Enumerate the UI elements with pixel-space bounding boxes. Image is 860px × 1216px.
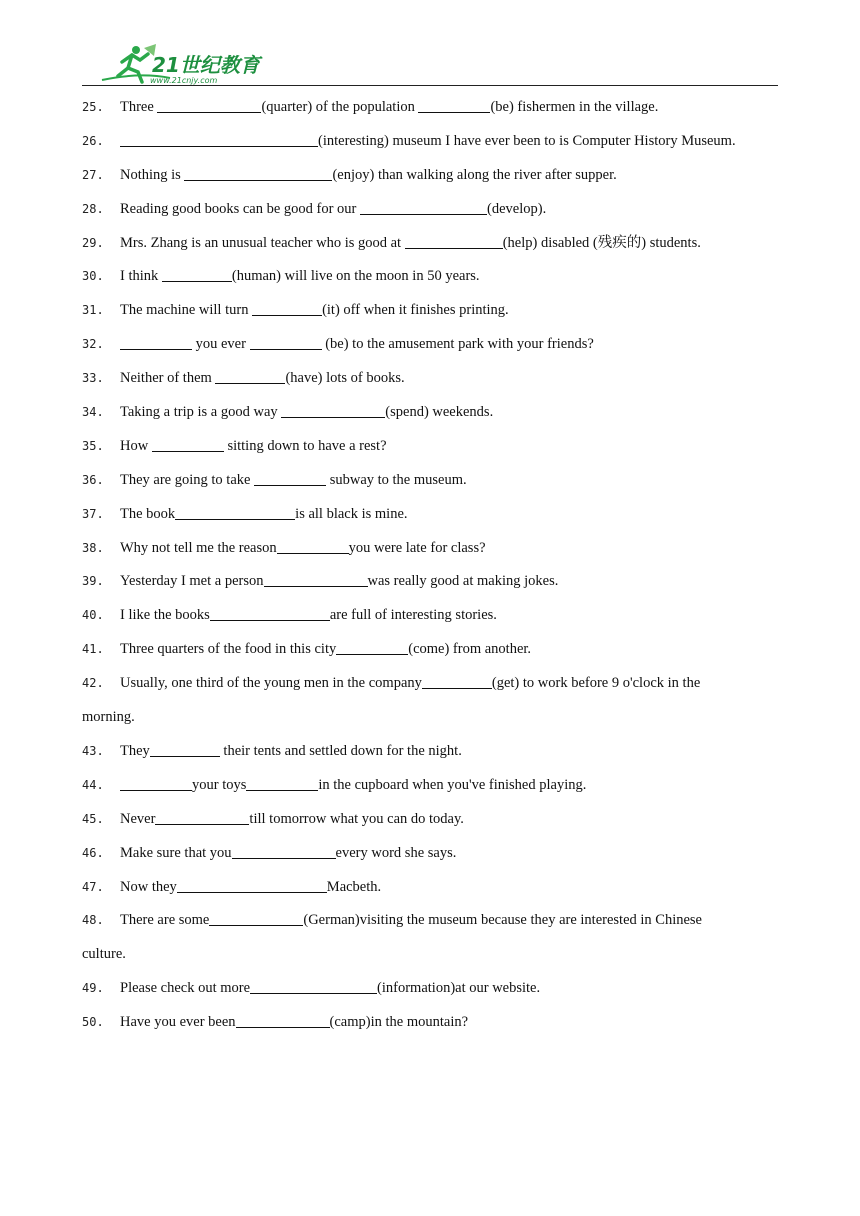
answer-blank[interactable] xyxy=(209,924,303,926)
question-item xyxy=(82,532,782,566)
question-text: (it) off when it finishes printing. xyxy=(322,302,509,319)
question-continuation: morning. xyxy=(82,709,135,726)
question-number: 49. xyxy=(82,981,104,996)
question-number: 28. xyxy=(82,201,104,216)
question-item xyxy=(82,871,782,905)
answer-blank[interactable] xyxy=(422,687,492,689)
answer-blank[interactable] xyxy=(246,789,318,791)
question-number: 43. xyxy=(82,743,104,758)
question-continuation: culture. xyxy=(82,946,126,963)
question-text: I like the books xyxy=(120,607,210,624)
answer-blank[interactable] xyxy=(336,653,408,655)
question-number: 44. xyxy=(82,777,104,792)
question-text: your toys xyxy=(192,776,247,793)
answer-blank[interactable] xyxy=(155,823,249,825)
question-text: (interesting) museum I have ever been to is Computer History Museum. xyxy=(318,132,736,149)
answer-blank[interactable] xyxy=(254,484,326,486)
answer-blank[interactable] xyxy=(120,789,192,791)
question-item xyxy=(82,667,782,735)
question-number: 50. xyxy=(82,1015,104,1030)
question-text: every word she says. xyxy=(335,844,457,861)
answer-blank[interactable] xyxy=(360,213,487,215)
question-text: (information)at our website. xyxy=(377,980,541,997)
question-number: 35. xyxy=(82,438,104,453)
question-text: Please check out more xyxy=(120,980,251,997)
question-number: 39. xyxy=(82,574,104,589)
question-text: Three quarters of the food in this city xyxy=(120,641,337,658)
logo-text: 21世纪教育 xyxy=(152,53,260,77)
question-text: Neither of them xyxy=(120,370,216,387)
question-list xyxy=(82,91,782,1040)
question-item xyxy=(82,565,782,599)
question-item xyxy=(82,260,782,294)
answer-blank[interactable] xyxy=(215,382,285,384)
question-number: 25. xyxy=(82,100,104,114)
answer-blank[interactable] xyxy=(184,179,332,181)
question-number: 45. xyxy=(82,811,104,826)
answer-blank[interactable] xyxy=(162,280,232,282)
question-item xyxy=(82,328,782,362)
question-item xyxy=(82,430,782,464)
question-number: 27. xyxy=(82,167,104,182)
question-number: 40. xyxy=(82,608,104,623)
question-item xyxy=(82,972,782,1006)
answer-blank[interactable] xyxy=(264,585,368,587)
answer-blank[interactable] xyxy=(277,552,349,554)
question-item xyxy=(82,464,782,498)
question-item xyxy=(82,769,782,803)
question-number: 48. xyxy=(82,913,104,928)
answer-blank[interactable] xyxy=(152,450,224,452)
question-text: (help) disabled (残疾的) students. xyxy=(502,234,701,251)
question-text: in the cupboard when you've finished playing. xyxy=(318,776,587,793)
question-text: The machine will turn xyxy=(120,302,253,319)
question-item xyxy=(82,633,782,667)
answer-blank[interactable] xyxy=(232,857,336,859)
question-text: are full of interesting stories. xyxy=(329,607,497,624)
logo-21cnjy xyxy=(100,42,270,86)
question-item xyxy=(82,735,782,769)
question-number: 29. xyxy=(82,235,104,250)
question-text: Make sure that you xyxy=(120,844,232,861)
question-text: Why not tell me the reason xyxy=(120,539,277,556)
question-text: (quarter) of the population xyxy=(261,99,419,115)
question-item xyxy=(82,159,782,193)
answer-blank[interactable] xyxy=(252,314,322,316)
question-number: 31. xyxy=(82,303,104,318)
question-item xyxy=(82,227,782,261)
question-text: you were late for class? xyxy=(348,539,486,556)
question-text: their tents and settled down for the night. xyxy=(219,742,462,759)
question-text: Taking a trip is a good way xyxy=(120,404,282,421)
question-text: Nothing is xyxy=(120,166,185,183)
question-number: 36. xyxy=(82,472,104,487)
question-item xyxy=(82,91,782,125)
question-text: The book xyxy=(120,505,176,522)
question-text: Now they xyxy=(120,878,177,895)
answer-blank[interactable] xyxy=(177,891,327,893)
question-number: 26. xyxy=(82,133,104,148)
question-number: 33. xyxy=(82,371,104,386)
question-item xyxy=(82,125,782,159)
question-item xyxy=(82,193,782,227)
question-item xyxy=(82,599,782,633)
question-text: (be) to the amusement park with your friends? xyxy=(321,336,594,353)
answer-blank[interactable] xyxy=(236,1026,330,1028)
question-text: sitting down to have a rest? xyxy=(223,437,387,454)
answer-blank[interactable] xyxy=(250,348,322,350)
question-item xyxy=(82,803,782,837)
answer-blank[interactable] xyxy=(120,348,192,350)
answer-blank[interactable] xyxy=(120,145,318,147)
question-text: I think xyxy=(120,268,162,285)
question-number: 30. xyxy=(82,269,104,284)
question-item xyxy=(82,837,782,871)
question-text: is all black is mine. xyxy=(295,505,408,522)
question-text: How xyxy=(120,437,152,454)
question-number: 42. xyxy=(82,676,104,691)
question-text: (come) from another. xyxy=(408,641,532,658)
question-text: Never xyxy=(120,810,156,827)
logo-url-text: www.21cnjy.com xyxy=(150,76,218,85)
question-text: Mrs. Zhang is an unusual teacher who is good at xyxy=(120,234,405,251)
answer-blank[interactable] xyxy=(281,416,385,418)
answer-blank[interactable] xyxy=(405,247,503,249)
question-number: 38. xyxy=(82,540,104,555)
question-text: Three xyxy=(120,99,158,115)
answer-blank[interactable] xyxy=(150,755,220,757)
question-number: 34. xyxy=(82,405,104,420)
answer-blank[interactable] xyxy=(418,111,490,113)
question-number: 32. xyxy=(82,337,104,352)
question-text: (human) will live on the moon in 50 years. xyxy=(231,268,480,285)
answer-blank[interactable] xyxy=(210,619,330,621)
question-text: (develop). xyxy=(487,200,547,217)
question-text: subway to the museum. xyxy=(326,471,467,488)
question-text: They xyxy=(120,742,150,759)
question-text: you ever xyxy=(192,336,250,353)
question-item xyxy=(82,294,782,328)
question-text: (enjoy) than walking along the river after supper. xyxy=(332,166,617,183)
page-header xyxy=(100,38,780,88)
answer-blank[interactable] xyxy=(157,111,261,113)
question-text: Reading good books can be good for our xyxy=(120,200,361,217)
question-number: 46. xyxy=(82,845,104,860)
question-text: Macbeth. xyxy=(326,878,382,895)
question-number: 47. xyxy=(82,879,104,894)
question-text: (spend) weekends. xyxy=(385,404,494,421)
question-text: Usually, one third of the young men in the company xyxy=(120,675,422,692)
question-item xyxy=(82,904,782,972)
question-number: 37. xyxy=(82,506,104,521)
question-item xyxy=(82,396,782,430)
question-text: Have you ever been xyxy=(120,1014,236,1031)
question-item xyxy=(82,1006,782,1040)
question-text: (get) to work before 9 o'clock in the xyxy=(491,675,701,692)
question-item xyxy=(82,362,782,396)
answer-blank[interactable] xyxy=(175,518,295,520)
header-divider xyxy=(82,85,778,86)
question-text: There are some xyxy=(120,912,210,929)
question-text: (German)visiting the museum because they are interested in Chinese xyxy=(303,912,702,929)
question-text: till tomorrow what you can do today. xyxy=(249,810,464,827)
question-text: Yesterday I met a person xyxy=(120,573,264,590)
answer-blank[interactable] xyxy=(250,992,377,994)
question-text: (be) fishermen in the village. xyxy=(490,99,659,115)
question-text: (have) lots of books. xyxy=(285,370,405,387)
question-text: They are going to take xyxy=(120,471,255,488)
question-text: (camp)in the mountain? xyxy=(329,1014,469,1031)
question-number: 41. xyxy=(82,642,104,657)
question-text: was really good at making jokes. xyxy=(367,573,559,590)
question-item xyxy=(82,498,782,532)
